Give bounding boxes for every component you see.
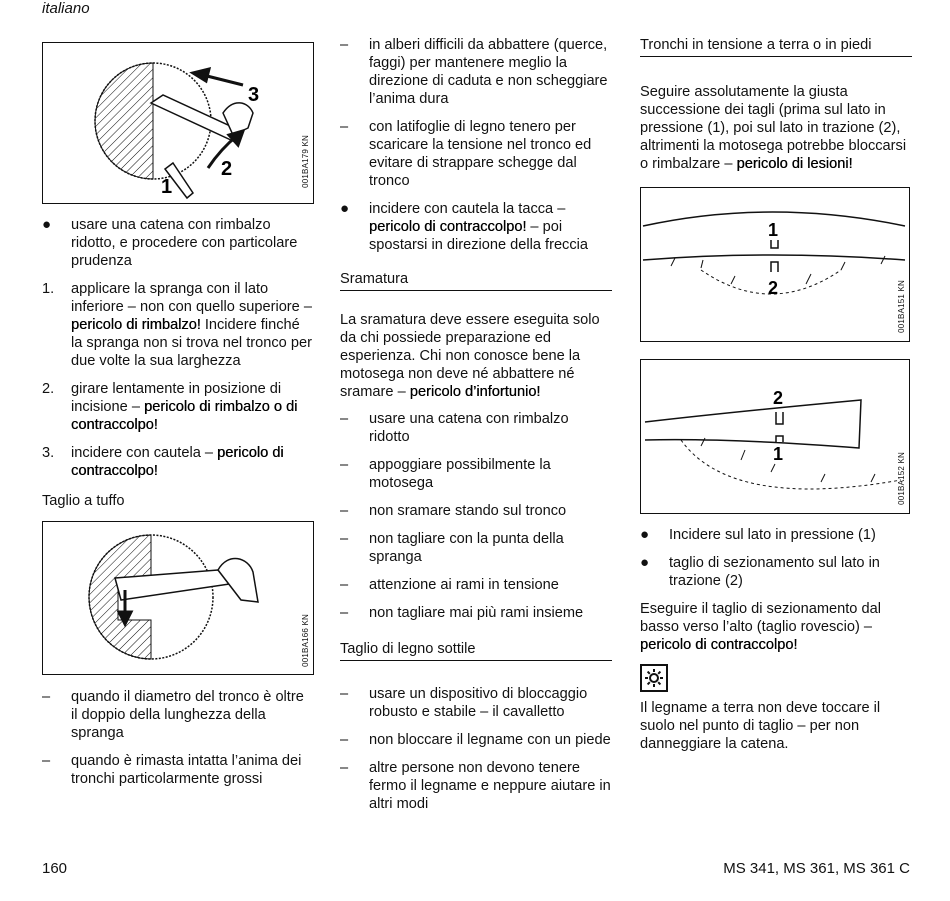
warning-text: pericolo di contraccolpo! [640,637,798,653]
list-item-text: non tagliare mai più rami insieme [369,605,584,621]
list-item [340,576,612,594]
section-heading-legno-sottile: Taglio di legno sottile [340,640,612,661]
dash-marker: – [340,503,349,519]
column-left [42,36,314,788]
warning-text: pericolo di contraccolpo! [369,219,527,235]
paragraph [640,600,912,654]
list-item-text: non tagliare con la punta della spranga [369,531,564,565]
column-right [640,36,912,753]
fig1-label-2: 2 [221,158,233,180]
list-item [340,36,612,108]
page-number: 160 [42,860,68,877]
figure-code: 001BA152 KN [897,452,906,505]
list-item [340,118,612,190]
list-item-text: taglio di sezionamento sul lato in trazione (2) [669,555,880,589]
list-item [340,759,612,813]
step-text: applicare la spranga con il lato inferiore – non con quello superiore – [71,281,312,315]
fig4-label-top: 2 [773,388,784,408]
list-item [640,526,912,544]
dash-marker: – [340,577,349,593]
warning-text: pericolo di rimbalzo! [71,317,201,333]
log-suspended-illustration [641,360,908,512]
figure-code: 001BA151 KN [897,280,906,333]
warning-text: pericolo di rimbalzo o di contraccolpo! [71,399,298,433]
list-item-text-cont: – poi spostarsi in direzione della freccia [369,219,589,253]
fig3-label-bottom: 2 [768,278,779,298]
section-heading: Taglio a tuffo [42,493,125,509]
fig1-label-1: 1 [161,176,173,198]
list-item [340,456,612,492]
bullet-marker: ● [42,216,52,233]
step-item [42,444,314,480]
list-item-text: appoggiare possibilmente la motosega [369,457,551,491]
step-item [42,280,314,370]
paragraph-text: Eseguire il taglio di sezionamento dal basso verso l’alto (taglio rovescio) – [640,601,881,635]
figure-log-suspended [640,359,910,514]
dash-marker: – [42,689,51,705]
gear-icon [640,664,668,692]
list-item-text: non bloccare il legname con un piede [369,732,611,748]
step-number: 2. [42,381,55,397]
figure-code: 001BA179 KN [301,135,310,188]
list-item [340,604,612,622]
section-heading-sramatura: Sramatura [340,270,612,291]
language-label: italiano [42,0,90,17]
list-item-text: con latifoglie di legno tenero per scaricare la tensione nel tronco ed evitare di strappare schegge dal tronco [369,119,592,189]
list-item-text: attenzione ai rami in tensione [369,577,559,593]
dash-marker: – [340,37,349,53]
step-item [42,380,314,434]
warning-text: pericolo di lesioni! [736,156,853,172]
list-item-text: Incidere sul lato in pressione (1) [669,527,876,543]
paragraph-text: La sramatura deve essere eseguita solo da chi possiede preparazione ed esperienza. Chi non conosce bene la motosega non deve né abbattere né sramare – [340,312,600,400]
list-item-text: altre persone non devono tenere fermo il legname e neppure aiutare in altri modi [369,760,611,812]
dash-marker: – [42,753,51,769]
paragraph-note: Il legname a terra non deve toccare il suolo nel punto di taglio – per non danneggiare la catena. [640,700,881,752]
dash-marker: – [340,411,349,427]
list-item [340,410,612,446]
fig3-label-top: 1 [768,220,779,240]
list-item [42,752,314,788]
model-names: MS 341, MS 361, MS 361 C [723,860,910,877]
step-number: 3. [42,445,55,461]
bullet-marker: ● [640,526,650,543]
step-text: incidere con cautela – [71,445,218,461]
plunge-cut-detail-illustration [43,522,312,673]
figure-log-on-ground [640,187,910,342]
step-text: girare lentamente in posizione di incisione – [71,381,282,415]
paragraph-text: Seguire assolutamente la giusta successione dei tagli (prima sul lato in pressione (1), poi sul lato in trazione (2), altrimenti la motosega potrebbe bloccarsi o rimbalzare – [640,84,907,172]
list-item [340,731,612,749]
bullet-marker: ● [340,200,350,217]
dash-marker: – [340,531,349,547]
plunge-cut-illustration [43,43,312,202]
list-item [640,554,912,590]
list-item-text: in alberi difficili da abbattere (querce, faggi) per mantenere meglio la direzione di caduta e non scheggiare l’anima dura [369,37,608,107]
list-item-text: usare un dispositivo di bloccaggio robusto e stabile – il cavalletto [369,686,588,720]
figure-code: 001BA166 KN [301,614,310,667]
bullet-marker: ● [640,554,650,571]
column-middle [340,36,612,813]
list-item-text: quando è rimasta intatta l’anima dei tronchi particolarmente grossi [71,753,302,787]
list-item-text: non sramare stando sul tronco [369,503,567,519]
warning-text: pericolo di contraccolpo! [71,445,284,479]
list-item-text: usare una catena con rimbalzo ridotto, e procedere con particolare prudenza [71,217,298,269]
list-item [340,530,612,566]
dash-marker: – [340,119,349,135]
list-item [42,688,314,742]
dash-marker: – [340,605,349,621]
list-item [340,502,612,520]
log-tension-illustration [641,188,908,340]
dash-marker: – [340,457,349,473]
step-text-cont: Incidere finché la spranga non si trova nel tronco per due volte la sua larghezza [71,317,312,369]
list-item [42,216,314,270]
list-item [340,200,612,254]
dash-marker: – [340,732,349,748]
dash-marker: – [340,686,349,702]
list-item-text: quando il diametro del tronco è oltre il doppio della lunghezza della spranga [71,689,304,741]
fig4-label-bottom: 1 [773,444,784,464]
list-item-text: usare una catena con rimbalzo ridotto [369,411,569,445]
dash-marker: – [340,760,349,776]
section-heading-tronchi: Tronchi in tensione a terra o in piedi [640,36,912,57]
paragraph [340,311,612,401]
list-item [340,685,612,721]
paragraph [640,83,912,173]
figure-plunge-cut [42,521,314,675]
figure-plunge-cut-sequence [42,42,314,204]
fig1-label-3: 3 [248,84,260,106]
step-number: 1. [42,281,55,297]
list-item-text: incidere con cautela la tacca – [369,201,566,217]
warning-text: pericolo d’infortunio! [409,384,541,400]
